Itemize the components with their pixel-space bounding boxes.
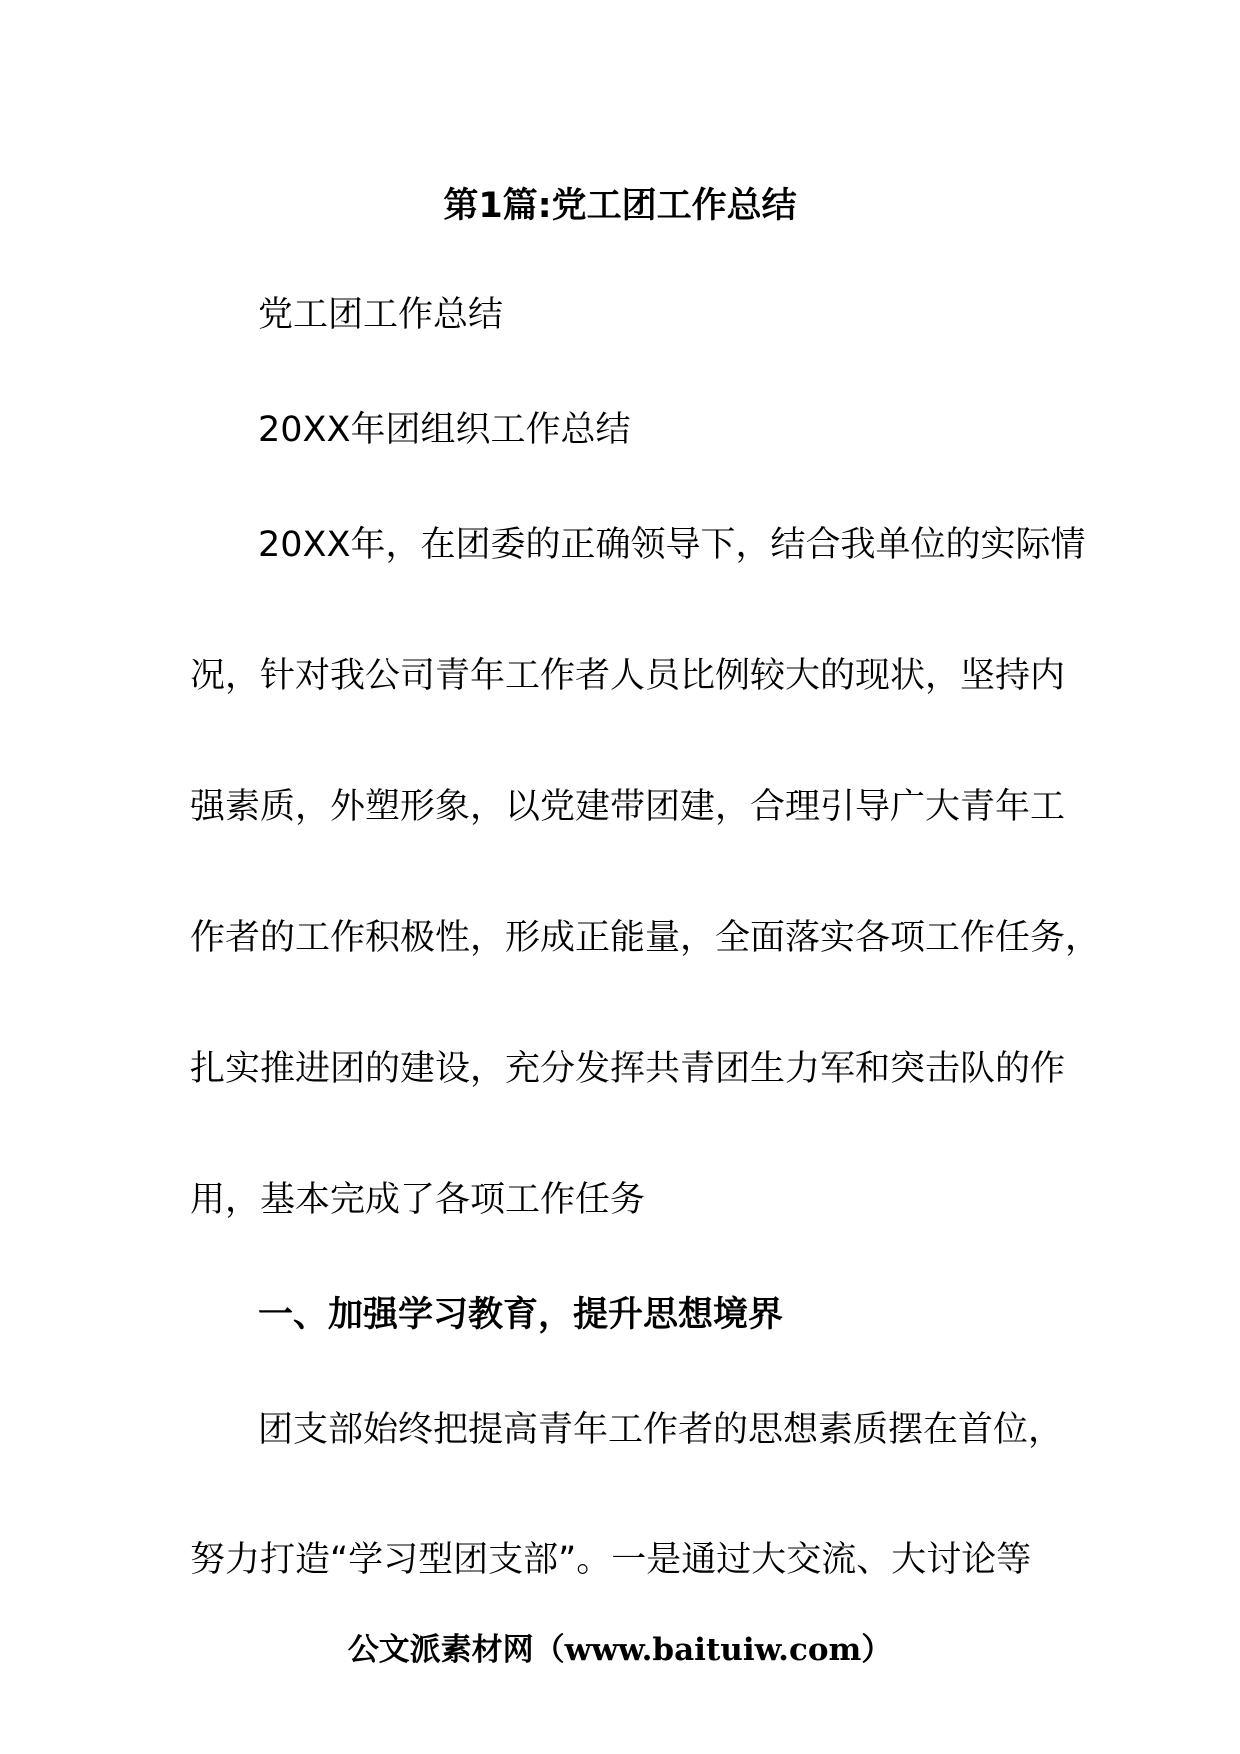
paragraph-line: 20XX年，在团委的正确领导下，结合我单位的实际情 — [258, 525, 1086, 565]
paragraph-line: 况，针对我公司青年工作者人员比例较大的现状，坚持内 — [190, 656, 1066, 696]
paragraph-line: 强素质，外塑形象，以党建带团建，合理引导广大青年工 — [190, 787, 1066, 827]
document-subheading: 20XX年团组织工作总结 — [258, 410, 631, 450]
footer-watermark: 公文派素材网（www.baituiw.com） — [347, 1632, 893, 1668]
paragraph-line: 努力打造“学习型团支部”。一是通过大交流、大讨论等 — [190, 1540, 1032, 1580]
paragraph-line: 作者的工作积极性，形成正能量，全面落实各项工作任务， — [190, 918, 1101, 958]
paragraph-line: 扎实推进团的建设，充分发挥共青团生力军和突击队的作 — [190, 1049, 1066, 1089]
paragraph-line: 团支部始终把提高青年工作者的思想素质摆在首位， — [258, 1410, 1064, 1450]
document-title: 第1篇:党工团工作总结 — [443, 186, 797, 226]
paragraph-line: 用，基本完成了各项工作任务 — [190, 1180, 646, 1220]
section-heading: 一、加强学习教育，提升思想境界 — [258, 1295, 784, 1335]
document-subtitle: 党工团工作总结 — [258, 295, 504, 335]
